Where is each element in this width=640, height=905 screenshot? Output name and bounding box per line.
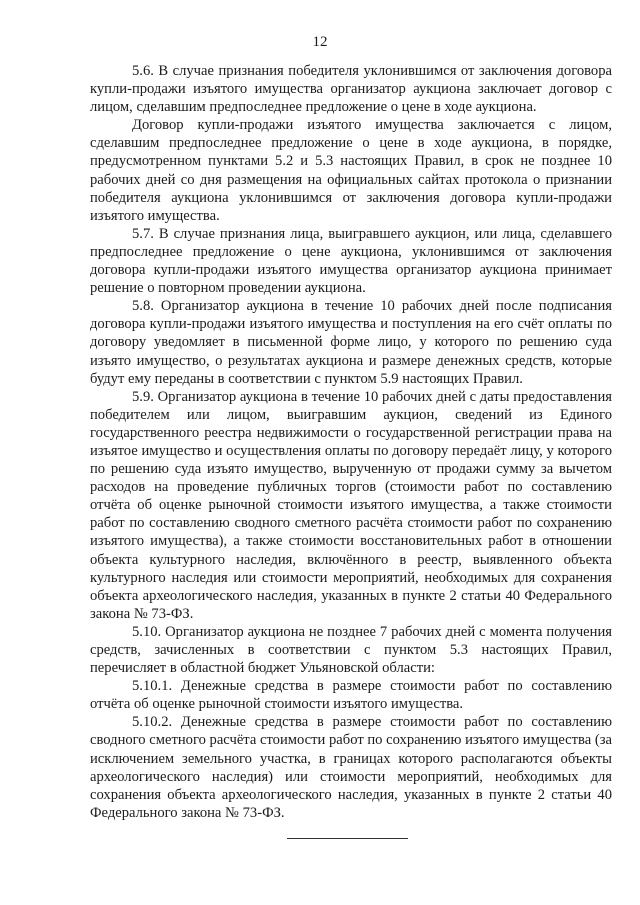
paragraph-5-6: 5.6. В случае признания победителя уклонившимся от заключения договора купли-продажи изъятого имущества организатор аукциона заключает договор с лицом, сделавшим предпоследнее предложение о цене в ходе аукциона. (90, 63, 612, 116)
paragraph-5-10-2: 5.10.2. Денежные средства в размере стоимости работ по составлению сводного сметного расчёта стоимости работ по сохранению изъятого имущества (за исключением земельного участка, в границах которого располагаются объекты археологического наследия) или стоимости мероприятий, необходимых для сохранения объекта археологического наследия, указанных в пункте 2 статьи 40 Федерального закона № 73-ФЗ. (90, 714, 612, 821)
paragraph-5-7: 5.7. В случае признания лица, выигравшего аукцион, или лица, сделавшего предпоследнее предложение о цене аукциона, уклонившимся от заключения договора купли-продажи изъятого имущества организатор аукциона принимает решение о повторном проведении аукциона. (90, 225, 612, 297)
paragraph-5-10: 5.10. Организатор аукциона не позднее 7 рабочих дней с момента получения средств, зачисленных в соответствии с пунктом 5.3 настоящих Правил, перечисляет в областной бюджет Ульяновской области: (90, 623, 612, 677)
end-of-document-rule (287, 838, 408, 839)
paragraph-5-8: 5.8. Организатор аукциона в течение 10 рабочих дней после подписания договора купли-продажи изъятого имущества и поступления на его счёт оплаты по договору уведомляет в письменной форме лицо, у которого по решению суда изъято имущество, о результатах аукциона и размере денежных средств, которые будут ему переданы в соответствии с пунктом 5.9 настоящих Правил. (90, 298, 612, 387)
paragraph-5-9: 5.9. Организатор аукциона в течение 10 рабочих дней с даты предоставления победителем или лицом, выигравшим аукцион, сведений из Единого государственного реестра недвижимости о государственной регистрации права на изъятое имущество и осуществления оплаты по договору передаёт лицу, у которого по решению суда изъято имущество, вырученную от продажи сумму за вычетом расходов на проведение публичных торгов (стоимости работ по составлению отчёта об оценке рыночной стоимости изъятого имущества, а также стоимости работ по составлению сводного сметного расчёта стоимости работ по сохранению изъятого имущества), а также стоимости восстановительных работ в отношении объекта культурного наследия, включённого в реестр, выявленного объекта культурного наследия или стоимости мероприятий, необходимых для сохранения объекта археологического наследия, указанных в пункте 2 статьи 40 Федерального закона № 73-ФЗ. (90, 388, 612, 622)
document-body (90, 62, 612, 822)
paragraph-5-10-1: 5.10.1. Денежные средства в размере стоимости работ по составлению отчёта об оценке рыночной стоимости изъятого имущества. (90, 678, 612, 713)
page-number: 12 (312, 34, 328, 50)
paragraph-5-6-contract: Договор купли-продажи изъятого имущества заключается с лицом, сделавшим предпоследнее предложение о цене в ходе аукциона, в порядке, предусмотренном пунктами 5.2 и 5.3 настоящих Правил, в срок не позднее 10 рабочих дней со дня размещения на официальных сайтах протокола о признании победителя аукциона уклонившимся от заключения договора купли-продажи изъятого имущества. (90, 117, 612, 224)
